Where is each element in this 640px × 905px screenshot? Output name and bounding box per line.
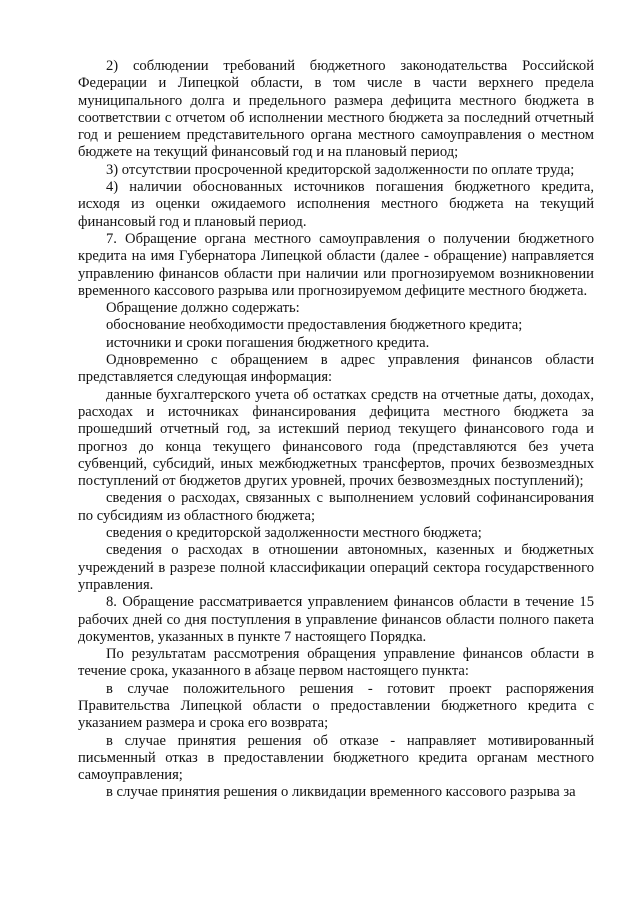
paragraph-request-contents-heading: Обращение должно содержать: bbox=[106, 300, 300, 317]
paragraph-item-2-compliance: 2) соблюдении требований бюджетного законодательства Российской Федерации и Липецкой области, в том числе в части верхнего предела муниципального долга и предельного размера дефицита местного бюджета в соответствии с отчетом об исполнении местного бюджета за последний отчетный год и решением представительного органа местного самоуправления о местном бюджете на текущий финансовый год и на плановый период; bbox=[78, 58, 594, 161]
paragraph-creditor-debt: сведения о кредиторской задолженности местного бюджета; bbox=[106, 525, 482, 542]
paragraph-review-results: По результатам рассмотрения обращения управление финансов области в течение срока, указанного в абзаце первом настоящего пункта: bbox=[78, 646, 594, 680]
document-page bbox=[78, 58, 594, 802]
paragraph-clause-8: 8. Обращение рассматривается управлением финансов области в течение 15 рабочих дней со дня поступления в управление финансов области полного пакета документов, указанных в пункте 7 настоящего Порядка. bbox=[78, 594, 594, 645]
paragraph-refusal-decision: в случае принятия решения об отказе - направляет мотивированный письменный отказ в предоставлении бюджетного кредита органам местного самоуправления; bbox=[78, 732, 594, 784]
paragraph-information-submitted: Одновременно с обращением в адрес управления финансов области представляется следующая информация: bbox=[78, 352, 594, 386]
paragraph-item-3-no-wage-arrears: 3) отсутствии просроченной кредиторской задолженности по оплате труда; bbox=[106, 161, 575, 178]
paragraph-request-justification: обоснование необходимости предоставления бюджетного кредита; bbox=[106, 317, 523, 334]
paragraph-item-4-repayment-sources: 4) наличии обоснованных источников погашения бюджетного кредита, исходя из оценки ожидаемого исполнения местного бюджета на текущий финансовый год и плановый период. bbox=[78, 179, 594, 230]
paragraph-institution-expenses: сведения о расходах в отношении автономных, казенных и бюджетных учреждений в разрезе полной классификации операций сектора государственного управления. bbox=[78, 542, 594, 593]
paragraph-clause-7: 7. Обращение органа местного самоуправления о получении бюджетного кредита на имя Губернатора Липецкой области (далее - обращение) направляется управлению финансов области при наличии или прогнозируемом возникновении временного кассового разрыва или прогнозируемом дефиците местного бюджета. bbox=[78, 230, 594, 299]
paragraph-cash-gap-decision: в случае принятия решения о ликвидации временного кассового разрыва за bbox=[106, 784, 576, 801]
paragraph-accounting-data: данные бухгалтерского учета об остатках средств на отчетные даты, доходах, расходах и источниках финансирования дефицита местного бюджета за прошедший отчетный год, за истекший период текущего финансового года и прогноз до конца текущего финансового года (представляются без учета субвенций, субсидий, иных межбюджетных трансфертов, прочих безвозмездных поступлений от бюджетов других уровней, прочих безвозмездных поступлений); bbox=[78, 386, 594, 490]
paragraph-request-repayment-sources: источники и сроки погашения бюджетного кредита. bbox=[106, 334, 430, 351]
paragraph-positive-decision: в случае положительного решения - готовит проект распоряжения Правительства Липецкой области о предоставлении бюджетного кредита с указанием размера и срока его возврата; bbox=[78, 680, 594, 732]
paragraph-cofinancing-expenses: сведения о расходах, связанных с выполнением условий софинансирования по субсидиям из областного бюджета; bbox=[78, 490, 594, 524]
